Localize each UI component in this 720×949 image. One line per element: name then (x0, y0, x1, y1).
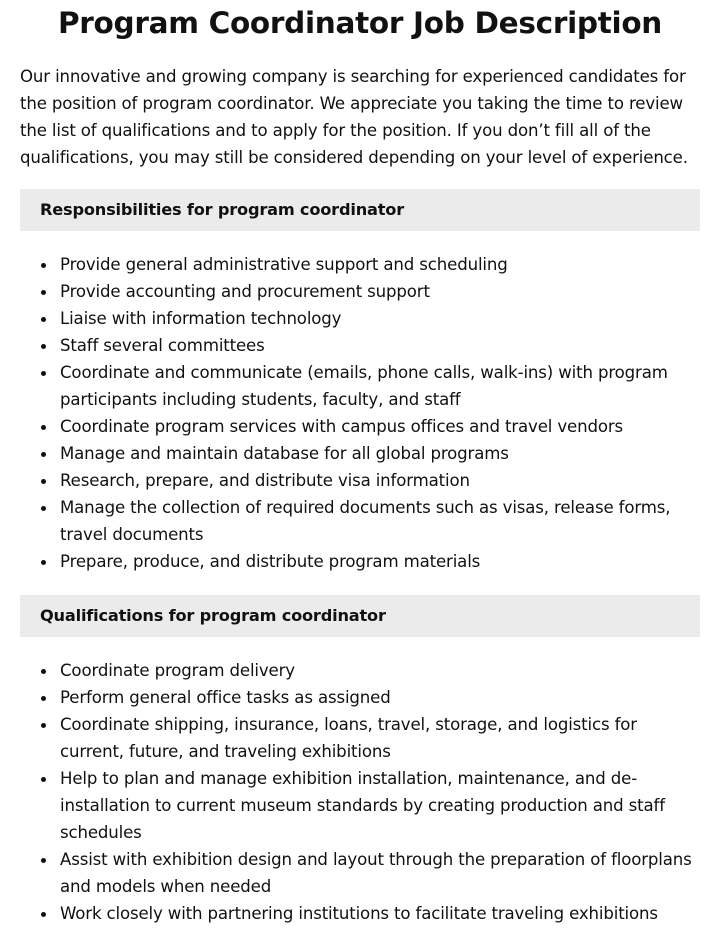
intro-paragraph: Our innovative and growing company is searching for experienced candidates for the position of program coordinator. We appreciate you taking the time to review the list of qualifications and to apply for the position. If you don’t fill all of the qualifications, you may still be considered depending on your level of experience. (20, 67, 688, 167)
list-item: Manage the collection of required documents such as visas, release forms, travel documents (60, 494, 700, 548)
list-item: Manage and maintain database for all global programs (60, 440, 700, 467)
list-item: Coordinate and communicate (emails, phone calls, walk-ins) with program participants including students, faculty, and staff (60, 359, 700, 413)
list-item: Provide accounting and procurement support (60, 278, 700, 305)
responsibilities-list (20, 251, 700, 575)
list-item: Work closely with partnering institutions to facilitate traveling exhibitions (60, 900, 700, 927)
list-item: Perform general office tasks as assigned (60, 684, 700, 711)
list-item: Coordinate shipping, insurance, loans, travel, storage, and logistics for current, future, and traveling exhibitions (60, 711, 700, 765)
list-item: Liaise with information technology (60, 305, 700, 332)
list-item: Coordinate program delivery (60, 657, 700, 684)
page-title: Program Coordinator Job Description (57, 6, 662, 40)
list-item: Coordinate program services with campus offices and travel vendors (60, 413, 700, 440)
qualifications-heading: Qualifications for program coordinator (20, 595, 700, 637)
list-item: Provide general administrative support and scheduling (60, 251, 700, 278)
list-item: Assist with exhibition design and layout through the preparation of floorplans and models when needed (60, 846, 700, 900)
list-item: Research, prepare, and distribute visa information (60, 467, 700, 494)
list-item: Prepare, produce, and distribute program materials (60, 548, 700, 575)
qualifications-list (20, 657, 700, 927)
list-item: Help to plan and manage exhibition installation, maintenance, and de-installation to current museum standards by creating production and staff schedules (60, 765, 700, 846)
responsibilities-heading: Responsibilities for program coordinator (20, 189, 700, 231)
list-item: Staff several committees (60, 332, 700, 359)
